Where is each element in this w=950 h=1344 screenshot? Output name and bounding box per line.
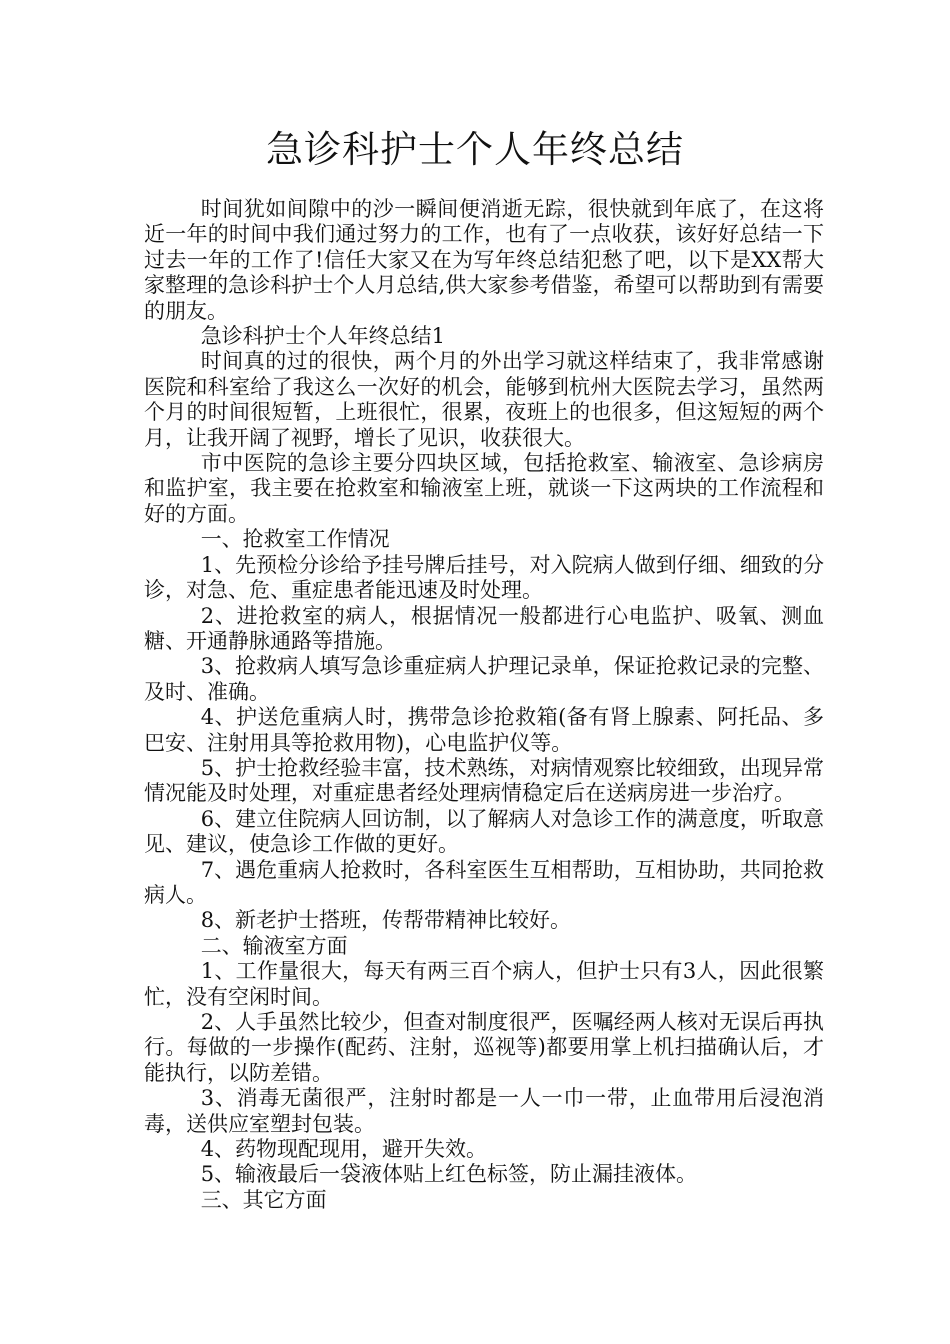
section-heading: 二、输液室方面 [200,933,348,958]
document-body [144,197,824,1213]
list-item: 3、抢救病人填写急诊重症病人护理记录单，保证抢救记录的完整、及时、准确。 [144,654,824,704]
section-heading: 急诊科护士个人年终总结1 [200,324,446,349]
list-item: 5、输液最后一袋液体贴上红色标签，防止漏挂液体。 [200,1162,698,1187]
list-item: 5、护士抢救经验丰富，技术熟练，对病情观察比较细致，出现异常情况能及时处理，对重症患者经处理病情稳定后在送病房进一步治疗。 [144,755,824,806]
list-item: 1、先预检分诊给予挂号牌后挂号，对入院病人做到仔细、细致的分诊，对急、危、重症患者能迅速及时处理。 [144,552,824,603]
list-item: 4、药物现配现用，避开失效。 [200,1137,488,1162]
paragraph: 时间真的过的很快，两个月的外出学习就这样结束了，我非常感谢医院和科室给了我这么一次好的机会，能够到杭州大医院去学习，虽然两个月的时间很短暂，上班很忙，很累，夜班上的也很多，但这短短的两个月，让我开阔了视野，增长了见识，收获很大。 [144,349,824,450]
section-heading: 三、其它方面 [200,1187,327,1212]
list-item: 3、消毒无菌很严，注射时都是一人一巾一带，止血带用后浸泡消毒，送供应室塑封包装。 [144,1086,824,1136]
list-item: 7、遇危重病人抢救时，各科室医生互相帮助，互相协助，共同抢救病人。 [144,857,824,907]
list-item: 6、建立住院病人回访制，以了解病人对急诊工作的满意度，听取意见、建议，使急诊工作做的更好。 [144,806,824,857]
paragraph: 市中医院的急诊主要分四块区域，包括抢救室、输液室、急诊病房和监护室，我主要在抢救室和输液室上班，就谈一下这两块的工作流程和好的方面。 [144,451,824,526]
document-title: 急诊科护士个人年终总结 [266,128,684,171]
list-item: 4、护送危重病人时，携带急诊抢救箱(备有肾上腺素、阿托品、多巴安、注射用具等抢救用物)，心电监护仪等。 [144,705,824,755]
section-heading: 一、抢救室工作情况 [200,527,390,552]
list-item: 2、进抢救室的病人，根据情况一般都进行心电监护、吸氧、测血糖、开通静脉通路等措施。 [144,603,824,653]
list-item: 1、工作量很大，每天有两三百个病人，但护士只有3人，因此很繁忙，没有空闲时间。 [144,959,824,1009]
list-item: 8、新老护士搭班，传帮带精神比较好。 [200,908,572,933]
paragraph: 时间犹如间隙中的沙一瞬间便消逝无踪，很快就到年底了，在这将近一年的时间中我们通过努力的工作，也有了一点收获，该好好总结一下过去一年的工作了!信任大家又在为写年终总结犯愁了吧，以下是XX帮大家整理的急诊科护士个人月总结,供大家参考借鉴，希望可以帮助到有需要的朋友。 [144,197,824,323]
list-item: 2、人手虽然比较少，但查对制度很严，医嘱经两人核对无误后再执行。每做的一步操作(配药、注射，巡视等)都要用掌上机扫描确认后，才能执行，以防差错。 [144,1010,824,1085]
